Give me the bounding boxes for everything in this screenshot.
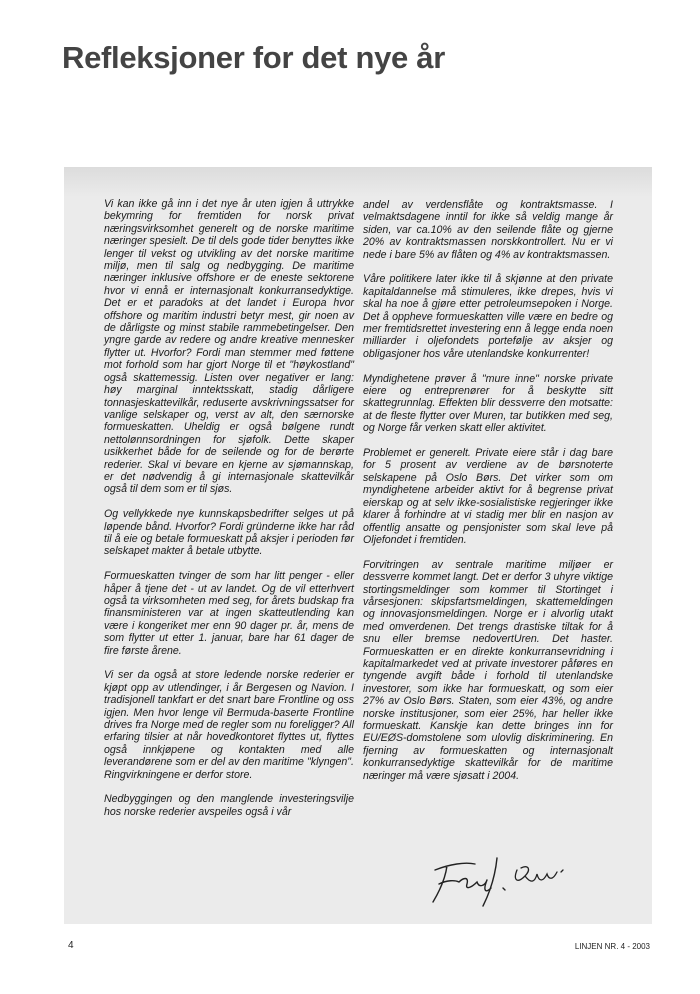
page-title: Refleksjoner for det nye år [62,40,445,75]
paragraph: Vi ser da også at store ledende norske rederier er kjøpt opp av utlendinger, i år Bergesen og Navion. I tradisjonell tankfart er det snart bare Frontline og oss igjen. Men hvor lenge vil Bermuda-baserte Frontline drives fra Norge med de regler som nu foreligger? All erfaring tilsier at når hovedkontoret flyttes ut, flyttes også innkjøpene og kontakten med alle leverandørene som er del av den maritime "klyngen". Ringvirkningene er derfor store. [104,669,354,781]
article-column-left [104,198,354,831]
paragraph: Vi kan ikke gå inn i det nye år uten igjen å uttrykke bekymring for fremtiden for norsk privat næringsvirksomhet generelt og de norske maritime næringer spesielt. De til dels gode tider benyttes ikke lenger til vekst og utvikling av det norske maritime miljø, men til salg og nedbygging. De maritime næringer inklusive offshore er de eneste sektorene hvor vi ennå er internasjonalt konkurransedyktige. Det er et paradoks at det landet i Europa hvor offshore og maritim industri betyr mest, gir noen av de dårligste og minst stabile rammebetingelser. Den yngre garde av redere og andre kreative mennesker flytter ut. Hvorfor? Fordi man stemmer med føttene mot forhold som har gjort Norge til et "høykostland" også skattemessig. Listen over negativer er lang: høy marginal inntektsskatt, stadig dårligere tonnasjeskattevilkår, reduserte avskrivningssatser for vanlige selskaper og, verst av alt, den særnorske formueskatten. Uheldig er også bølgene rundt nettolønnsordningen for sjøfolk. Dette skaper usikkerhet både for de seilende og for de berørte rederier. Skal vi bevare en kjerne av sjømannskap, er det nødvendig å gi internasjonale skattevilkår også til dem som er til sjøs. [104,198,354,496]
paragraph: Formueskatten tvinger de som har litt penger - eller håper å tjene det - ut av landet. Og de vil etterhvert også ta virksomheten med seg, for årets budskap fra finansministeren var at ingen skatteutlending kan være i kongeriket mer enn 90 dager pr. år, mens de som flytter ut etter 1. januar, bare har 61 dager de fire første årene. [104,570,354,657]
paragraph: Myndighetene prøver å "mure inne" norske private eiere og entreprenører for å beskytte sitt skattegrunnlag. Effekten blir dessverre den motsatte: at de fleste flytter over Muren, tar butikken med seg, og Norge får verken skatt eller aktivitet. [363,372,613,435]
paragraph: andel av verdensflåte og kontraktsmasse. I velmaktsdagene inntil for ikke så veldig mange år siden, var ca.10% av den seilende flåte og gjerne 20% av kontraktsmassen norskkontrollert. Nu er vi nede i bare 5% av flåten og 4% av kontraktsmassen. [363,199,613,261]
article-column-right [363,199,613,794]
background-watermark [470,70,700,180]
paragraph: Nedbyggingen og den manglende investeringsvilje hos norske rederier avspeiles også i vår [104,793,354,818]
handwritten-signature [425,850,575,910]
paragraph: Forvitringen av sentrale maritime miljøer er dessverre kommet langt. Det er derfor 3 uhyre viktige stortingsmeldinger som kommer til Stortinget i vårsesjonen: skipsfartsmeldingen, skattemeldingen og innovasjonsmeldingen. Norge er i alvorlig utakt med omverdenen. Det trengs drastiske tiltak for å snu eller bremse nedovertUren. Det haster. Formueskatten er en direkte konkurransevridning i kapitalmarkedet ved at private investorer påføres en tyngende avgift både i forhold til utenlandske investorer, som ikke har formueskatt, og som eier 27% av Oslo Børs. Staten, som eier 43%, og andre norske institusjoner, som eier 25%, har heller ikke formueskatt. Kanskje kan dette bringes inn for EU/EØS-domstolene som ulovlig diskriminering. En fjerning av formueskatten og internasjonalt konkurransedyktige skattevilkår for de maritime næringer må være sjøsatt i 2004. [363,558,613,782]
page-number: 4 [68,940,74,951]
issue-label: LINJEN NR. 4 - 2003 [574,942,650,951]
article-panel-shade [64,167,652,197]
paragraph: Og vellykkede nye kunnskapsbedrifter selges ut på løpende bånd. Hvorfor? Fordi gründerne ikke har råd til å eie og betale formueskatt på aksjer i perioden før selskapet makter å betale utbytte. [104,508,354,558]
paragraph: Problemet er generelt. Private eiere står i dag bare for 5 prosent av verdiene av de børsnoterte selskapene på Oslo Børs. Det virker som om myndighetene arbeider aktivt for å begrense privat eierskap og at selv ikke-sosialistiske regjeringer ikke klarer å forhindre at vi stadig mer blir en nasjon av offentlig ansatte og pensjonister som skal leve på Oljefondet i fremtiden. [363,447,613,546]
paragraph: Våre politikere later ikke til å skjønne at den private kapitaldannelse må stimuleres, ikke drepes, hvis vi skal ha noe å gjøre etter petroleumsepoken i Norge. Det å oppheve formueskatten ville være en bedre og mer fremtidsrettet investering enn å legge enda noen milliarder i oljefondets portefølje av aksjer og obligasjoner hos våre utenlandske konkurrenter! [363,273,613,360]
